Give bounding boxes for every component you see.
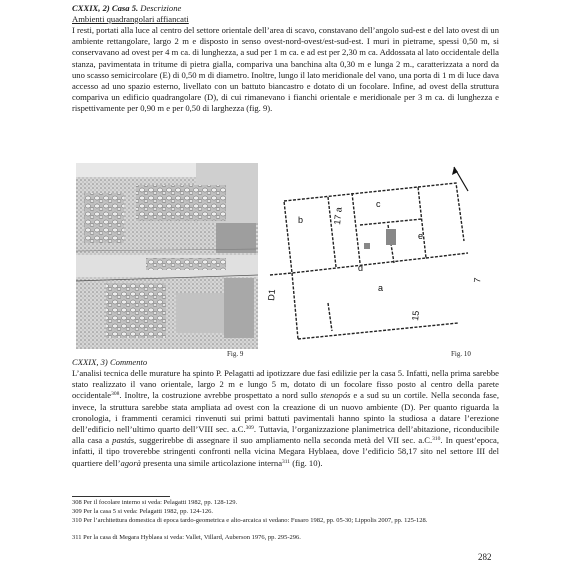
- footnote-309: 309 Per la casa 5 si veda: Pelagatti 1982, pp. 124-126.: [72, 508, 213, 515]
- plan-label-15: 15: [410, 310, 422, 322]
- footnote-ref-308[interactable]: 308: [111, 391, 120, 398]
- plan-label-D1: D1: [266, 288, 278, 302]
- section-heading-descrizione: CXXIX, 2) Casa 5. Descrizione: [72, 3, 182, 13]
- footnote-ref-309[interactable]: 309: [245, 425, 254, 432]
- plan-label-c: c: [376, 199, 381, 209]
- subheading: Ambienti quadrangolari affiancati: [72, 14, 189, 24]
- plan-label-d: d: [358, 263, 364, 273]
- footnote-308: 308 Per il focolare interno si veda: Pelagatti 1982, pp. 128-129.: [72, 499, 238, 506]
- plan-label-a: a: [378, 283, 384, 293]
- plan-label-e: e: [418, 231, 424, 241]
- figure-9-caption: Fig. 9: [227, 350, 244, 358]
- section-heading-commento: CXXIX, 3) Commento: [72, 357, 148, 367]
- figure-10-caption: Fig. 10: [451, 350, 471, 358]
- figure-10-plan: [268, 163, 490, 349]
- paragraph-descrizione: I resti, portati alla luce al centro del settore orientale dell’area di scavo, constavano dell’angolo sud-est e del lato ovest di un ambiente rettangolare, largo 2 m e disposto in senso ovest-nord-ovest/est-sud-est. I muri in pietrame, spessi 0,50 m, si conservavano ad ovest per 4 m ca. di lunghezza, a sud per 1 m ca. e ad est per 2,30 m ca. Addossata al lato occidentale della stanza, pavimentata in tritume di pietra gialla, compariva una banchina alta 0,30 m e lunga 2 m., caratterizzata a nord da uno scasso semicircolare (E) di 0,50 m di diametro. Inoltre, lungo il lato meridionale del vano, una porta di 1 m di luce dava accesso ad uno spazio esterno, livellato con un battuto biancastro e dotato di un focolare. Infine, ad ovest della struttura compariva un edificio quadrangolare (D), di cui rimanevano i fianchi orientale e meridionale per 3 m ca. di lunghezza e rispettivamente per 0,90 m e per 0,50 di larghezza (fig. 9).: [72, 25, 499, 114]
- figure-9-photo: [76, 163, 258, 349]
- footnote-divider: [72, 496, 170, 497]
- page-number: 282: [478, 552, 492, 562]
- footnote-ref-311[interactable]: 311: [282, 458, 291, 465]
- plan-label-7: 7: [472, 277, 483, 284]
- north-arrow-icon: [452, 167, 468, 191]
- footnote-311: 311 Per la casa di Megara Hyblaea si veda: Vallet, Villard, Auberson 1976, pp. 295-296.: [72, 534, 301, 541]
- plan-label-b: b: [298, 215, 304, 225]
- footnote-310: 310 Per l’architettura domestica di epoca tardo-geometrica e alto-arcaica si vedano: Fusaro 1982, pp. 05-30; Lippolis 2007, pp. 125-128.: [72, 517, 428, 524]
- footnote-ref-310[interactable]: 310: [432, 436, 441, 443]
- plan-label-17a: 17 a: [332, 206, 344, 226]
- paragraph-commento: L’analisi tecnica delle murature ha spinto P. Pelagatti ad ipotizzare due fasi edilizie per la casa 5. Infatti, nella prima sarebbe stato realizzato il vano orientale, largo 2 m e lungo 5 m, dotato di un focolare fisso posto al centro della parete occidentale$^{308}$. Inoltre, la costruzione avrebbe prospettato a nord sullo stenopós e a sud su un cortile. Nella seconda fase, invece, la struttura sarebbe stata ampliata ad ovest con la creazione di un nuovo ambiente (D). Per quanto riguarda la cronologia, i frammenti ceramici rinvenuti sui primi battuti pavimentali hanno spinto la studiosa a datare l’erezione dell’edificio nell’ultimo quarto dell’VIII sec. a.C.$^{309}$. Tuttavia, l’organizzazione planimetrica dell’abitazione, riconducibile alla casa a pastás, suggerirebbe di assegnare il suo ampliamento nella seconda metà del VII sec. a.C.$^{310}$. In quest’epoca, infatti, il tipo troverebbe stringenti confronti nella vicina Megara Hyblaea, dove l’edificio 58,17 sito nel settore III del quartiere dell’agorà presenta una simile articolazione interna$^{311}$ (fig. 10).: [72, 368, 500, 468]
